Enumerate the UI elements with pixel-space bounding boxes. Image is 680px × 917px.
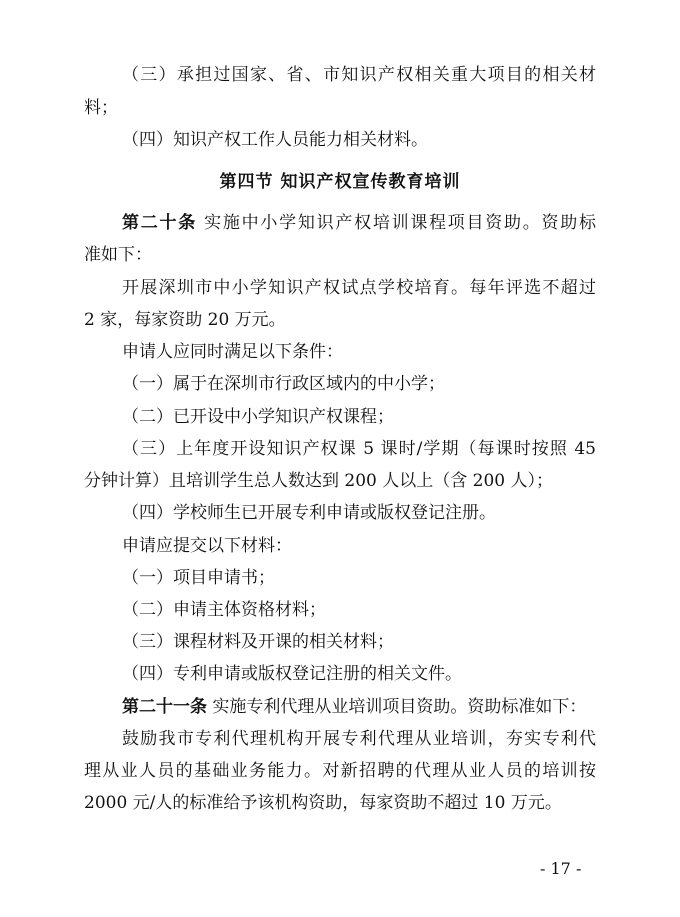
condition-2: （二）已开设中小学知识产权课程；: [122, 407, 394, 427]
article-21-body-line-1: 鼓励我市专利代理机构开展专利代理从业培训，夯实专利代: [122, 729, 596, 749]
article-20-intro-text: 实施中小学知识产权培训课程项目资助。资助标: [196, 213, 597, 233]
conditions-heading: 申请人应同时满足以下条件：: [122, 342, 343, 362]
article-21-body-line-3: 2000 元/人的标准给予该机构资助，每家资助不超过 10 万元。: [84, 793, 562, 813]
article-21-body-line-2: 理从业人员的基础业务能力。对新招聘的代理从业人员的培训按: [84, 761, 596, 781]
support-line-1: 开展深圳市中小学知识产权试点学校培育。每年评选不超过: [122, 278, 596, 298]
item-3-line-2: 料；: [84, 98, 118, 118]
materials-heading: 申请应提交以下材料：: [122, 536, 292, 556]
article-21-intro: [122, 695, 596, 719]
article-21-intro-text: 实施专利代理从业培训项目资助。资助标准如下：: [207, 697, 587, 717]
article-20-intro: [122, 211, 596, 235]
condition-3-line-2: 分钟计算）且培训学生总人数达到 200 人以上（含 200 人）；: [84, 471, 554, 491]
item-3-line-1: （三）承担过国家、省、市知识产权相关重大项目的相关材: [122, 65, 596, 85]
support-line-2: 2 家，每家资助 20 万元。: [84, 310, 286, 330]
material-3: （三）课程材料及开课的相关材料；: [122, 632, 394, 652]
section-title: 第四节 知识产权宣传教育培训: [219, 172, 461, 192]
article-21-label: 第二十一条: [122, 697, 207, 717]
page-number: - 17 -: [540, 859, 582, 878]
condition-3-line-1: （三）上年度开设知识产权课 5 课时/学期（每课时按照 45: [122, 439, 596, 459]
article-20-label: 第二十条: [122, 213, 197, 233]
material-2: （二）申请主体资格材料；: [122, 600, 326, 620]
item-4: （四）知识产权工作人员能力相关材料。: [122, 130, 428, 150]
material-1: （一）项目申请书；: [122, 568, 275, 588]
article-20-intro-line-2: 准如下：: [84, 245, 152, 265]
material-4: （四）专利申请或版权登记注册的相关文件。: [122, 664, 462, 684]
condition-4: （四）学校师生已开展专利申请或版权登记注册。: [122, 503, 496, 523]
condition-1: （一）属于在深圳市行政区域内的中小学；: [122, 374, 445, 394]
